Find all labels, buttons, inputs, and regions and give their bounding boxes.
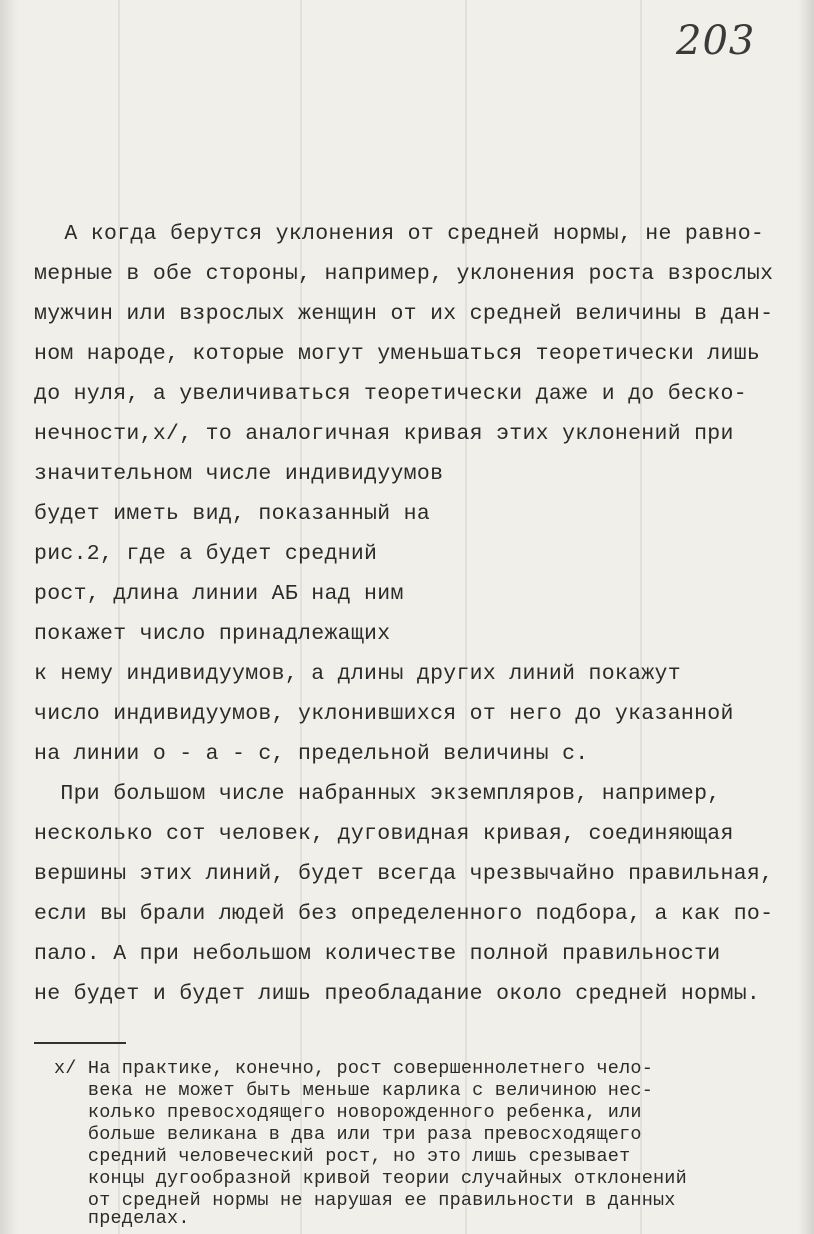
body-line: к нему индивидуумов, а длины других линий покажут: [34, 662, 681, 686]
body-line: будет иметь вид, показанный на: [34, 502, 431, 526]
body-line: несколько сот человек, дуговидная кривая, соединяющая: [34, 822, 734, 846]
body-line: нечности,х/, то аналогичная кривая этих уклонений при: [34, 422, 734, 446]
footnote-rule: [34, 1042, 126, 1044]
scan-streak: [118, 0, 120, 1234]
body-line: ном народе, которые могут уменьшаться теоретически лишь: [34, 342, 761, 366]
body-line: рост, длина линии АБ над ним: [34, 582, 404, 606]
body-line: значительном числе индивидуумов: [34, 462, 444, 486]
footnote-line: колько превосходящего новорожденного ребенка, или: [54, 1102, 642, 1123]
footnote-line: века не может быть меньше карлика с величиною нес-: [54, 1080, 653, 1101]
footnote-line: больше великана в два или три раза превосходящего: [54, 1124, 642, 1145]
body-line: пало. А при небольшом количестве полной правильности: [34, 942, 721, 966]
footnote-line: концы дугообразной кривой теории случайных отклонений: [54, 1168, 687, 1189]
body-line: если вы брали людей без определенного подбора, а как по-: [34, 902, 774, 926]
footnote-line: средний человеческий рост, но это лишь срезывает: [54, 1146, 631, 1167]
body-line: покажет число принадлежащих: [34, 622, 391, 646]
page-number: 203: [676, 18, 756, 64]
body-line: мужчин или взрослых женщин от их средней величины в дан-: [34, 302, 774, 326]
scan-streak: [300, 0, 302, 1234]
body-line: рис.2, где а будет средний: [34, 542, 378, 566]
footnote-line: от средней нормы не нарушая ее правильности в данных: [54, 1190, 676, 1211]
body-line: на линии о - а - с, предельной величины с.: [34, 742, 589, 766]
footnote-line: пределах.: [54, 1208, 190, 1229]
figure-space: [430, 470, 790, 670]
body-line: до нуля, а увеличиваться теоретически даже и до беско-: [34, 382, 747, 406]
body-line: вершины этих линий, будет всегда чрезвычайно правильная,: [34, 862, 774, 886]
body-line: не будет и будет лишь преобладание около средней нормы.: [34, 982, 761, 1006]
body-line: А когда берутся уклонения от средней нормы, не равно-: [38, 222, 765, 246]
footnote-line: х/ На практике, конечно, рост совершеннолетнего чело-: [54, 1058, 653, 1079]
body-line: число индивидуумов, уклонившихся от него до указанной: [34, 702, 734, 726]
body-line: мерные в обе стороны, например, уклонения роста взрослых: [34, 262, 774, 286]
body-line: При большом числе набранных экземпляров, например,: [34, 782, 721, 806]
